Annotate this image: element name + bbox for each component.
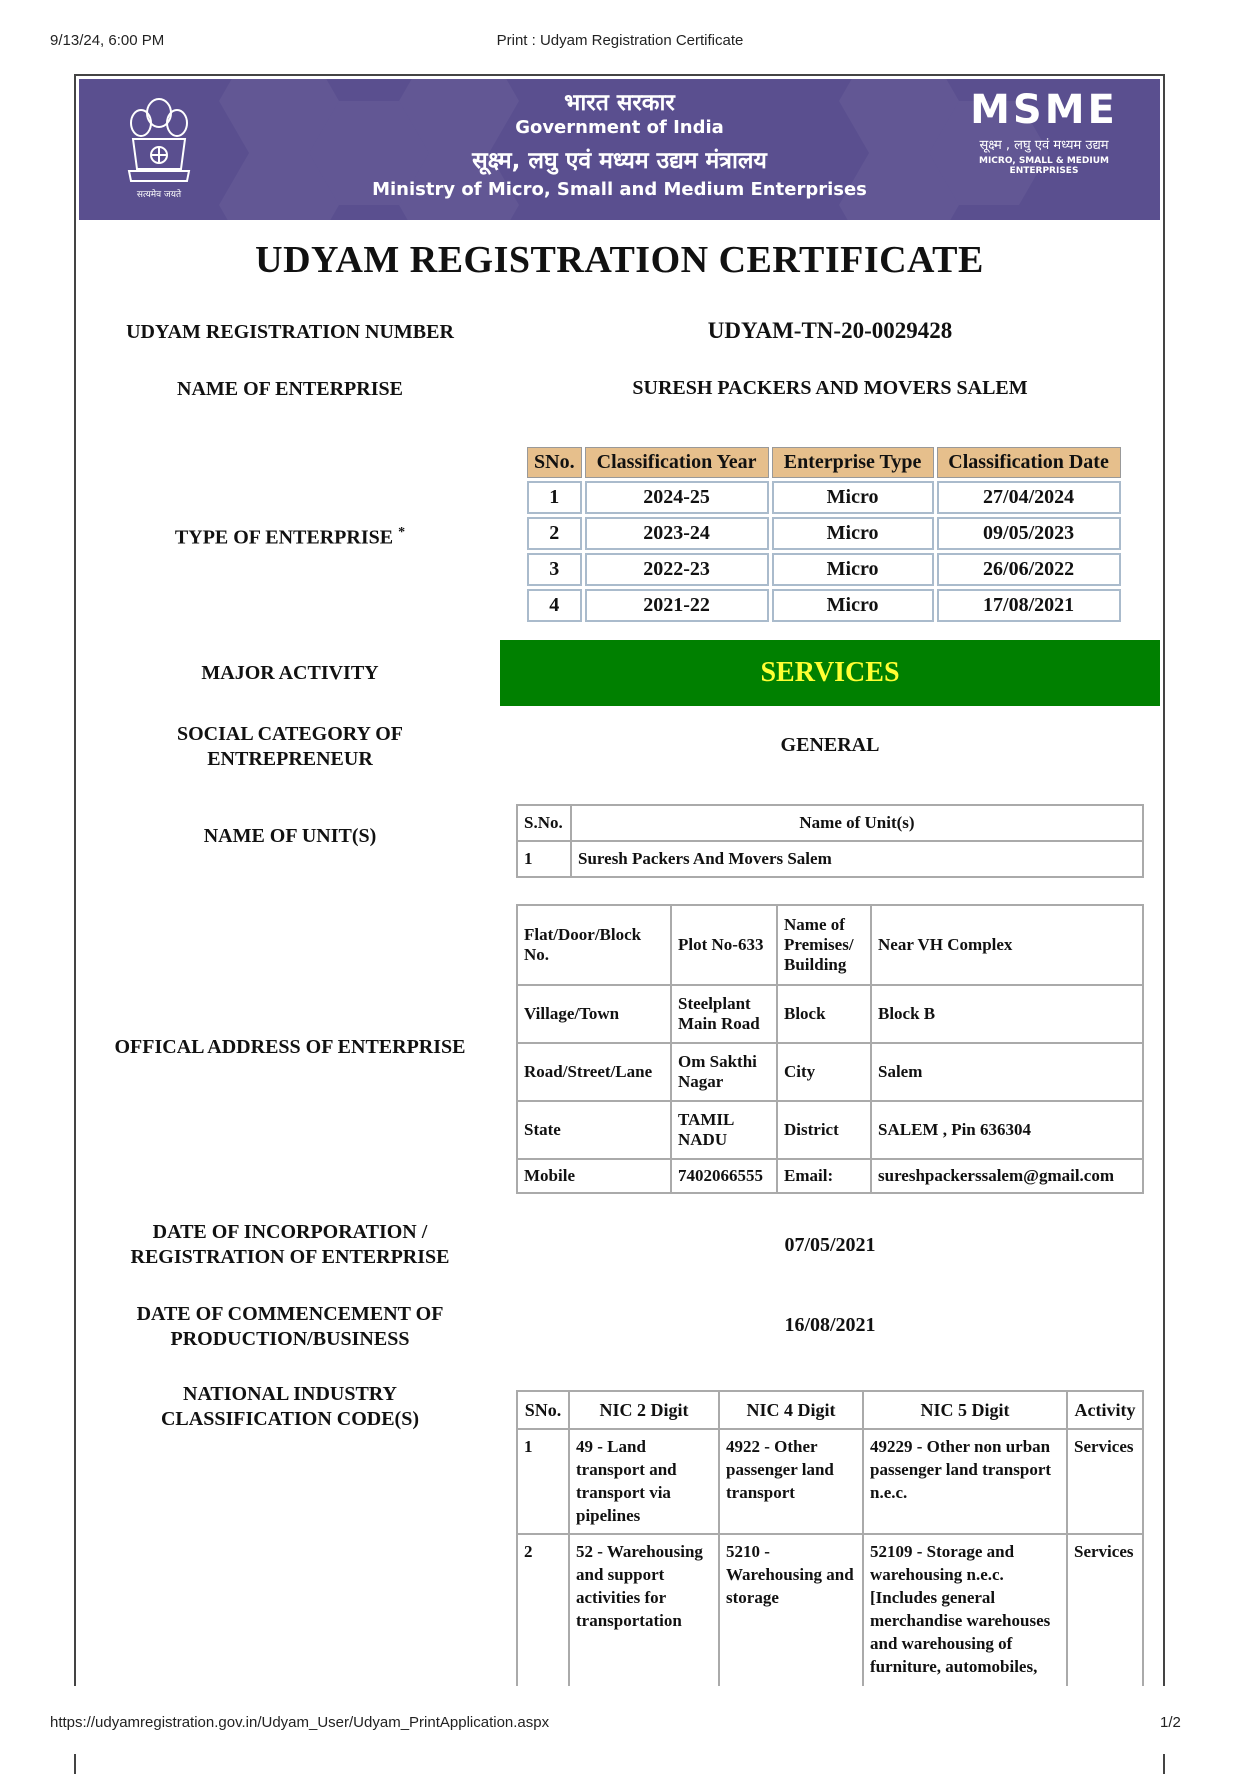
msme-logo-text: MSME bbox=[970, 87, 1118, 133]
nic-header-4digit: NIC 4 Digit bbox=[719, 1391, 863, 1429]
nic-header-5digit: NIC 5 Digit bbox=[863, 1391, 1067, 1429]
enterprise-name-label: NAME OF ENTERPRISE bbox=[177, 378, 403, 400]
emblem-motto: सत्यमेव जयते bbox=[136, 190, 182, 200]
commencement-label: DATE OF COMMENCEMENT OF PRODUCTION/BUSINESS bbox=[136, 1303, 444, 1350]
registration-number-label: UDYAM REGISTRATION NUMBER bbox=[126, 321, 454, 343]
social-category-value: GENERAL bbox=[780, 734, 880, 756]
print-page-title: Print : Udyam Registration Certificate bbox=[496, 32, 744, 49]
enterprise-type-label: TYPE OF ENTERPRISE * bbox=[174, 525, 406, 549]
msme-logo bbox=[959, 87, 1129, 176]
enterprise-name: SURESH PACKERS AND MOVERS SALEM bbox=[632, 377, 1028, 399]
table-row: 2 2023-24 Micro 09/05/2023 bbox=[527, 517, 1121, 550]
print-page-number: 1/2 bbox=[1160, 1714, 1181, 1731]
cls-header-sno: SNo. bbox=[527, 447, 582, 478]
social-category-label: SOCIAL CATEGORY OF ENTREPRENEUR bbox=[177, 723, 403, 770]
registration-number: UDYAM-TN-20-0029428 bbox=[707, 318, 953, 343]
print-url[interactable]: https://udyamregistration.gov.in/Udyam_User/Udyam_PrintApplication.aspx bbox=[50, 1714, 550, 1731]
table-row: 3 2022-23 Micro 26/06/2022 bbox=[527, 553, 1121, 586]
certificate-title: UDYAM REGISTRATION CERTIFICATE bbox=[255, 239, 984, 281]
banner-english-ministry: Ministry of Micro, Small and Medium Enterprises bbox=[372, 179, 867, 200]
nic-table bbox=[516, 1390, 1144, 1695]
banner-english-gov: Government of India bbox=[515, 117, 724, 138]
nic-header-activity: Activity bbox=[1067, 1391, 1143, 1429]
nic-label: NATIONAL INDUSTRY CLASSIFICATION CODE(S) bbox=[160, 1383, 419, 1430]
units-table bbox=[516, 804, 1144, 878]
table-row: 1 2024-25 Micro 27/04/2024 bbox=[527, 481, 1121, 514]
incorporation-label: DATE OF INCORPORATION / REGISTRATION OF ENTERPRISE bbox=[130, 1221, 450, 1268]
units-header-sno: S.No. bbox=[517, 805, 571, 841]
table-row: 2 52 - Warehousing and support activities for transportation 5210 - Warehousing and storage 52109 - Storage and warehousing n.e.c. [Includes general merchandise warehouses and warehousing of furniture, automobiles, Services bbox=[517, 1534, 1143, 1694]
nic-header-sno: SNo. bbox=[517, 1391, 569, 1429]
email-value: sureshpackerssalem@gmail.com bbox=[871, 1159, 1143, 1193]
nic-header-2digit: NIC 2 Digit bbox=[569, 1391, 719, 1429]
cls-header-year: Classification Year bbox=[585, 447, 769, 478]
cls-header-date: Classification Date bbox=[937, 447, 1121, 478]
classification-table bbox=[524, 444, 1124, 625]
banner-hindi-gov: भारत सरकार bbox=[564, 90, 675, 116]
address-label: OFFICAL ADDRESS OF ENTERPRISE bbox=[114, 1036, 466, 1058]
table-row: 1 49 - Land transport and transport via pipelines 4922 - Other passenger land transport 49229 - Other non urban passenger land transport n.e.c. Services bbox=[517, 1429, 1143, 1534]
banner-hindi-ministry: सूक्ष्म, लघु एवं मध्यम उद्यम मंत्रालय bbox=[472, 148, 767, 174]
commencement-date: 16/08/2021 bbox=[784, 1314, 876, 1336]
cls-header-type: Enterprise Type bbox=[772, 447, 934, 478]
major-activity-label: MAJOR ACTIVITY bbox=[201, 662, 379, 684]
msme-hindi: सूक्ष्म , लघु एवं मध्यम उद्यम bbox=[979, 138, 1109, 153]
gov-banner bbox=[79, 79, 1160, 220]
table-row: 1 Suresh Packers And Movers Salem bbox=[517, 841, 1143, 877]
units-header-name: Name of Unit(s) bbox=[571, 805, 1143, 841]
units-label: NAME OF UNIT(S) bbox=[203, 825, 377, 847]
table-row: 4 2021-22 Micro 17/08/2021 bbox=[527, 589, 1121, 622]
msme-english: MICRO, SMALL & MEDIUM ENTERPRISES bbox=[978, 156, 1110, 176]
incorporation-date: 07/05/2021 bbox=[784, 1234, 876, 1256]
print-datetime: 9/13/24, 6:00 PM bbox=[50, 32, 165, 49]
major-activity-value: SERVICES bbox=[500, 640, 1160, 706]
address-table: Flat/Door/Block No. Plot No-633 Name of Premises/ Building Near VH Complex Village/Town Steelplant Main Road Block Block B Road/Street/Lane Om Sakthi Nagar City Salem State TAMIL NADU District SALEM , Pin 636304 Mobile 7402066555 Email: sureshpackerssalem@gmail.com bbox=[516, 904, 1144, 1194]
